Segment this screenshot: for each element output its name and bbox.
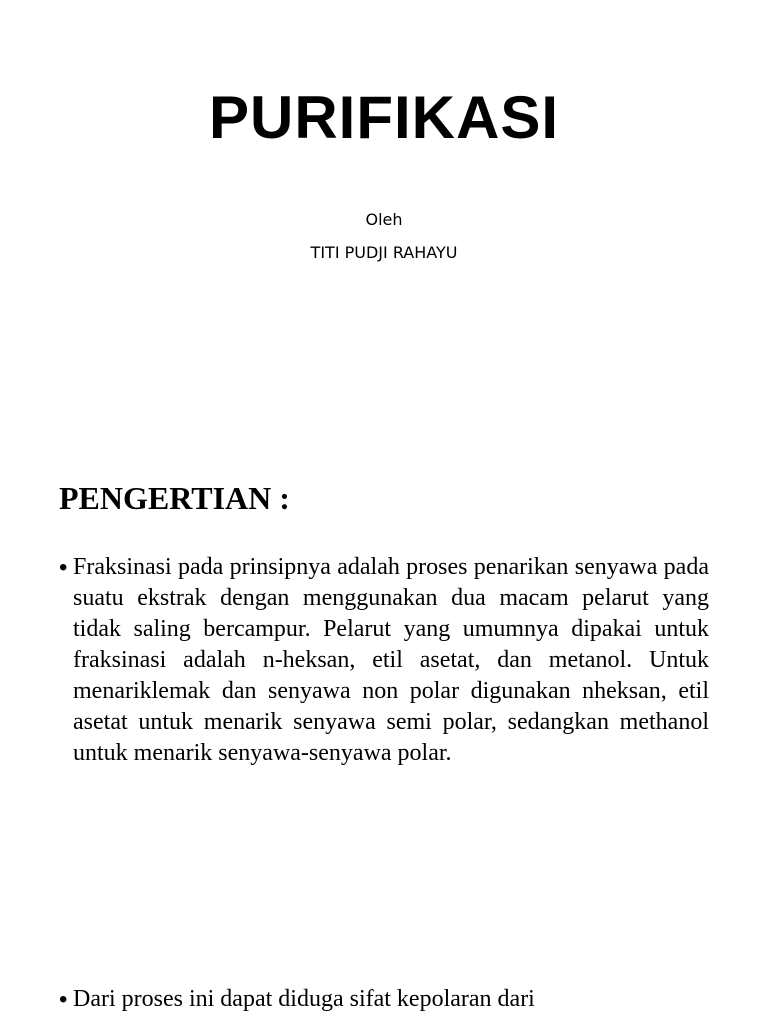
bullet-item [59, 552, 709, 769]
title-slide [0, 0, 768, 432]
section-heading: PENGERTIAN : [59, 480, 290, 516]
bullet-dot-icon: • [59, 986, 68, 1013]
bullet-item [59, 984, 709, 1015]
subtitle-author: TITI PUDJI RAHAYU [310, 243, 458, 262]
bullet-text: Dari proses ini dapat diduga sifat kepolaran dari [73, 986, 535, 1012]
subtitle-by: Oleh [365, 210, 403, 229]
bullet-dot-icon: • [59, 554, 68, 581]
bullet-text: Fraksinasi pada prinsipnya adalah proses penarikan senyawa pada suatu ekstrak dengan menggunakan dua macam pelarut yang tidak saling bercampur. Pelarut yang umumnya dipakai untuk fraksinasi adalah n-heksan, etil asetat, dan metanol. Untuk menariklemak dan senyawa non polar digunakan nheksan, etil asetat untuk menarik senyawa semi polar, sedangkan methanol untuk menarik senyawa-senyawa polar. [73, 554, 709, 766]
content-slide [0, 470, 768, 1024]
slide-title: PURIFIKASI [208, 84, 560, 151]
